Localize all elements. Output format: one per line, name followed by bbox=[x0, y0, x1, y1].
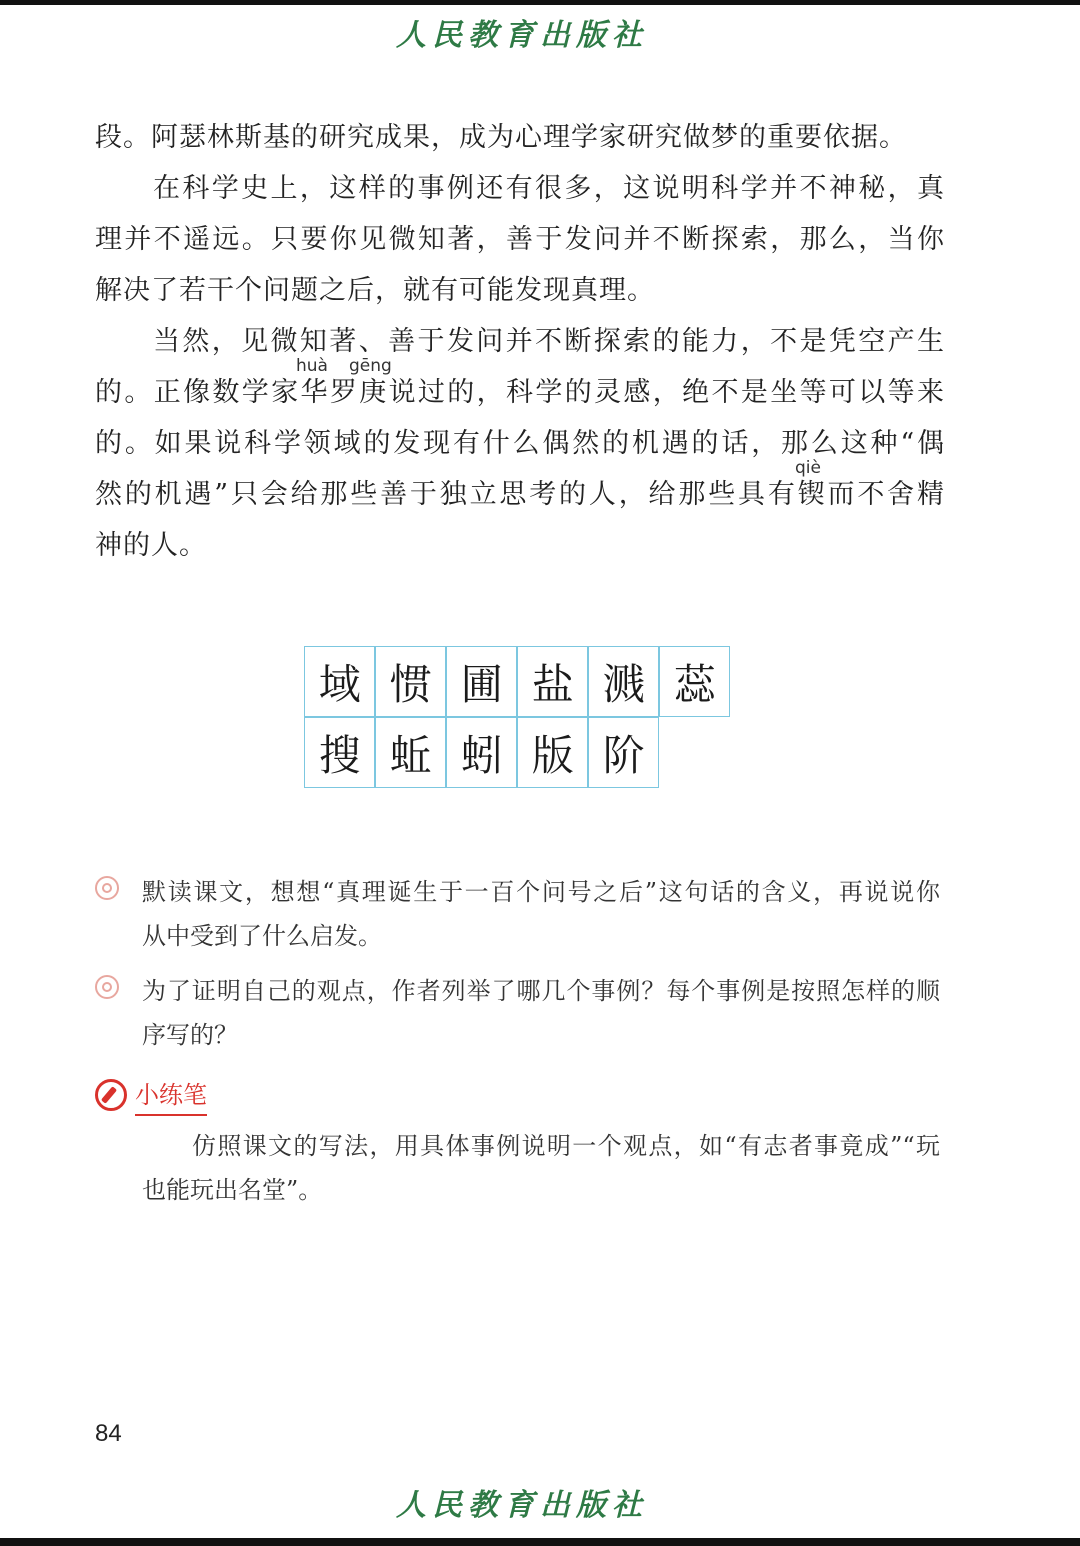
text-line: 的。如果说科学领域的发现有什么偶然的机遇的话，那么这种“偶 bbox=[95, 428, 945, 459]
top-border bbox=[0, 0, 1080, 5]
character-cell: 圃 bbox=[446, 646, 517, 717]
character-cell: 搜 bbox=[304, 717, 375, 788]
text-line: 神的人。 bbox=[95, 530, 207, 561]
pinyin-hua: huà bbox=[296, 356, 328, 376]
text-line: 当然，见微知著、善于发问并不断探索的能力，不是凭空产生 bbox=[153, 326, 945, 357]
text-line: 解决了若干个问题之后，就有可能发现真理。 bbox=[95, 275, 655, 306]
question-line: 默读课文，想想“真理诞生于一百个问号之后”这句话的含义，再说说你 bbox=[142, 878, 940, 906]
character-cell: 域 bbox=[304, 646, 375, 717]
pen-icon bbox=[95, 1079, 127, 1111]
practice-line: 仿照课文的写法，用具体事例说明一个观点，如“有志者事竟成”“玩 bbox=[192, 1132, 940, 1160]
new-characters-grid bbox=[305, 647, 731, 789]
question-line: 为了证明自己的观点，作者列举了哪几个事例？每个事例是按照怎样的顺 bbox=[142, 977, 940, 1005]
text-line: 的。正像数学家华罗庚说过的，科学的灵感，绝不是坐等可以等来 bbox=[95, 377, 945, 408]
bottom-border bbox=[0, 1538, 1080, 1546]
character-cell: 溅 bbox=[588, 646, 659, 717]
character-cell: 惯 bbox=[375, 646, 446, 717]
page-number: 84 bbox=[95, 1420, 122, 1447]
question-line: 从中受到了什么启发。 bbox=[142, 922, 382, 950]
text-line: 在科学史上，这样的事例还有很多，这说明科学并不神秘，真 bbox=[153, 173, 945, 204]
question-line: 序写的？ bbox=[142, 1021, 238, 1049]
publisher-logo-bottom: 人民教育出版社 bbox=[396, 1488, 648, 1523]
question-marker-icon bbox=[95, 876, 119, 900]
publisher-logo-top: 人民教育出版社 bbox=[396, 18, 648, 53]
pinyin-qie: qiè bbox=[795, 458, 821, 478]
character-cell: 蚯 bbox=[375, 717, 446, 788]
character-cell: 阶 bbox=[588, 717, 659, 788]
practice-line: 也能玩出名堂”。 bbox=[142, 1176, 323, 1204]
practice-header bbox=[95, 1075, 207, 1115]
text-line: 然的机遇”只会给那些善于独立思考的人，给那些具有锲而不舍精 bbox=[95, 479, 945, 510]
text-line: 理并不遥远。只要你见微知著，善于发问并不断探索，那么，当你 bbox=[95, 224, 945, 255]
character-cell: 盐 bbox=[517, 646, 588, 717]
character-cell: 蕊 bbox=[659, 646, 730, 717]
text-line: 段。阿瑟林斯基的研究成果，成为心理学家研究做梦的重要依据。 bbox=[95, 122, 907, 153]
practice-label: 小练笔 bbox=[135, 1075, 207, 1116]
character-cell: 蚓 bbox=[446, 717, 517, 788]
pinyin-geng: gēng bbox=[349, 356, 392, 376]
character-cell: 版 bbox=[517, 717, 588, 788]
question-marker-icon bbox=[95, 975, 119, 999]
